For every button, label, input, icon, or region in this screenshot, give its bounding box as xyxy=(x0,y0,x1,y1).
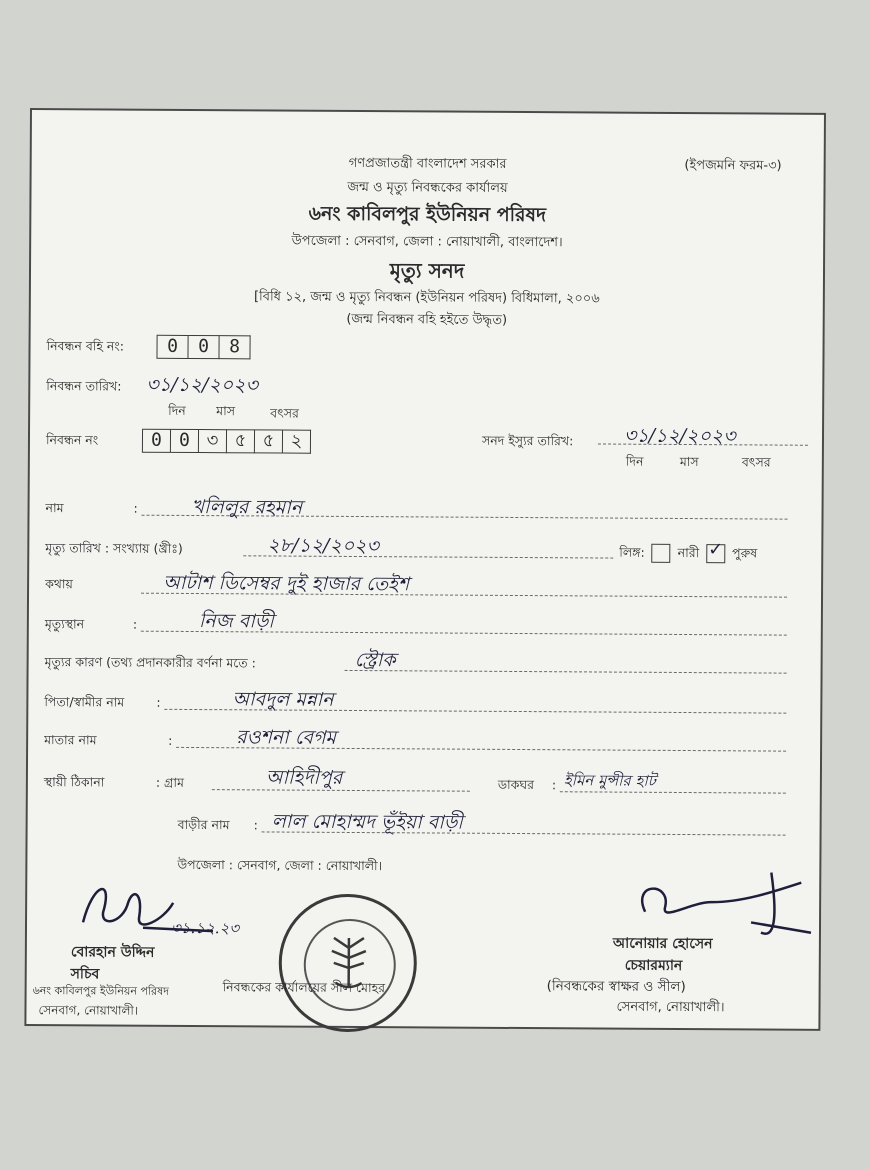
name-label: নাম xyxy=(45,500,64,516)
book-number-boxes xyxy=(156,335,250,360)
post-value: ইমিন মুন্সীর হাট xyxy=(563,771,656,790)
secretary-title: সচিব xyxy=(70,966,100,983)
issue-date-value: ৩১/১২/২০২৩ xyxy=(623,424,736,448)
cause-line xyxy=(345,670,787,674)
secretary-union: ৬নং কাবিলপুর ইউনিয়ন পরিষদ xyxy=(32,984,170,998)
cause-label: মৃত্যুর কারণ (তথ্য প্রদানকারীর বর্ণনা মতে : xyxy=(44,654,256,671)
registration-date-value: ৩১/১২/২০২৩ xyxy=(146,373,258,397)
village-label: : গ্রাম xyxy=(155,774,185,790)
in-words-label: কথায় xyxy=(45,576,73,592)
village-value: আহিদীপুর xyxy=(265,766,343,789)
permanent-address-label: স্থায়ী ঠিকানা xyxy=(43,774,105,790)
registration-number-boxes xyxy=(142,429,311,454)
upazila-line: উপজেলা : সেনবাগ, জেলা : নোয়াখালী। xyxy=(177,856,383,874)
extract-note: (জন্ম নিবন্ধন বহি হইতে উদ্ধৃত) xyxy=(346,311,508,328)
office-seal xyxy=(278,894,417,1033)
gender-label: লিঙ্গ: xyxy=(619,544,645,560)
chairman-name: আনোয়ার হোসেন xyxy=(612,935,713,953)
address-heading: উপজেলা : সেনবাগ, জেলা : নোয়াখালী, বাংলাদেশ। xyxy=(291,233,563,251)
post-label: ডাকঘর xyxy=(497,776,535,793)
office-heading: জন্ম ও মৃত্যু নিবন্ধকের কার্যালয় xyxy=(347,179,508,196)
place-label: মৃত্যুস্থান xyxy=(44,616,85,632)
registrar-signature-label: (নিবন্ধকের স্বাক্ষর ও সীল) xyxy=(546,978,686,996)
chairman-title: চেয়ারম্যান xyxy=(624,957,683,975)
reg-digit: ২ xyxy=(283,430,311,454)
form-number: (ইপজমনি ফরম-৩) xyxy=(684,157,782,174)
male-label: পুরুষ xyxy=(732,545,758,561)
death-date-value: ২৮/১২/২০২৩ xyxy=(267,534,379,558)
secretary-name: বোরহান উদ্দিন xyxy=(70,944,155,961)
house-label: বাড়ীর নাম xyxy=(177,816,230,833)
gender-group xyxy=(619,539,758,566)
issue-day-caption: দিন xyxy=(625,453,644,469)
father-label: পিতা/স্বামীর নাম xyxy=(44,694,125,710)
year-caption: বৎসর xyxy=(270,405,299,421)
secretary-place: সেনবাগ, নোয়াখালী। xyxy=(38,1003,139,1018)
book-digit: 8 xyxy=(219,335,250,359)
in-words-value: আটাশ ডিসেম্বর দুই হাজার তেইশ xyxy=(163,571,410,596)
registration-date-label: নিবন্ধন তারিখ: xyxy=(46,378,122,394)
day-caption: দিন xyxy=(168,402,186,418)
mother-label: মাতার নাম xyxy=(44,732,97,748)
reg-digit: 0 xyxy=(142,429,171,453)
book-digit: 0 xyxy=(188,335,219,359)
issue-month-caption: মাস xyxy=(679,453,699,470)
issue-date-label: সনদ ইস্যুর তারিখ: xyxy=(481,432,574,449)
seal-label: নিবন্ধকের কার্যালয়ের সীল মোহর xyxy=(222,979,386,996)
chairman-place: সেনবাগ, নোয়াখালী। xyxy=(616,999,725,1016)
female-checkbox xyxy=(652,544,671,563)
registration-number-label: নিবন্ধন নং xyxy=(45,432,99,448)
death-date-label: মৃত্যু তারিখ : সংখ্যায় (খ্রীঃ) xyxy=(45,540,183,556)
mother-value: রওশনা বেগম xyxy=(236,726,337,749)
month-caption: মাস xyxy=(216,403,236,419)
reg-digit: 0 xyxy=(171,429,199,453)
reg-digit: ৫ xyxy=(227,429,255,453)
govt-heading: গণপ্রজাতন্ত্রী বাংলাদেশ সরকার xyxy=(348,155,507,172)
place-value: নিজ বাড়ী xyxy=(198,610,274,633)
death-certificate-form: গণপ্রজাতন্ত্রী বাংলাদেশ সরকার (ইপজমনি ফরম-৩) জন্ম ও মৃত্যু নিবন্ধকের কার্যালয় ৬নং কাবিলপুর ইউনিয়ন পরিষদ উপজেলা : সেনবাগ, জেলা : নোয়াখালী, বাংলাদেশ। মৃত্যু সনদ [বিধি ১২, জন্ম ও মৃত্যু নিবন্ধন (ইউনিয়ন পরিষদ) বিধিমালা, ২০০৬ (জন্ম নিবন্ধন বহি হইতে উদ্ধৃত) নিবন্ধন বহি নং: 0 0 8 নিবন্ধন তারিখ: ৩১/১২/২০২৩ দিন মাস বৎসর নিবন্ধন নং 0 0 ৩ ৫ ৫ ২ সনদ ইস্যুর তারিখ: ৩১/১২/২০২৩ দিন মাস বৎসর নাম : খলিলুর রহমান মৃত্যু তারিখ : সংখ্যায় (খ্রীঃ) ২৮/১২/২০২৩ লিঙ্গ: নারী ✓ পুরুষ কথায় আটাশ ডিসেম্বর দুই হাজার তেইশ মৃত্যুস্থান : নিজ বাড়ী মৃত্যুর কারণ (তথ্য প্রদানকারীর বর্ণনা মতে : স্ট্রোক পিতা/স্বামীর নাম : আবদুল মন্নান মাতার নাম : রওশনা বেগম স্থায়ী ঠিকানা : গ্রাম আহিদীপুর ডাকঘর : ইমিন মুন্সীর হাট বাড়ীর নাম : লাল মোহাম্মদ ভূঁইয়া বাড়ী উপজেলা : সেনবাগ, জেলা : নোয়াখালী। ৩১.১২.২৩ বোরহান উদ্দিন সচিব ৬নং কাবিলপুর ইউনিয়ন পরিষদ সেনবাগ, নোয়াখালী। নিবন্ধকের কার্যালয়ের সীল মোহর আনোয়ার হোসেন চেয়ারম্যান (নিবন্ধকের স্বাক্ষর ও সীল) সেনবাগ, নোয়াখালী। xyxy=(24,108,826,1031)
book-digit: 0 xyxy=(156,335,188,359)
rule-reference: [বিধি ১২, জন্ম ও মৃত্যু নিবন্ধন (ইউনিয়ন পরিষদ) বিধিমালা, ২০০৬ xyxy=(253,289,600,307)
certificate-title: মৃত্যু সনদ xyxy=(389,258,465,283)
father-value: আবদুল মন্নান xyxy=(232,688,334,711)
book-number-label: নিবন্ধন বহি নং: xyxy=(46,338,125,354)
cause-value: স্ট্রোক xyxy=(354,648,396,672)
house-value: লাল মোহাম্মদ ভূঁইয়া বাড়ী xyxy=(271,810,463,834)
name-value: খলিলুর রহমান xyxy=(191,495,303,519)
union-heading: ৬নং কাবিলপুর ইউনিয়ন পরিষদ xyxy=(308,202,547,227)
female-label: নারী xyxy=(677,544,700,561)
issue-year-caption: বৎসর xyxy=(741,454,771,470)
male-checkbox: ✓ xyxy=(706,544,725,563)
reg-digit: ৩ xyxy=(199,429,227,453)
reg-digit: ৫ xyxy=(255,429,283,453)
secretary-date: ৩১.১২.২৩ xyxy=(170,918,240,938)
